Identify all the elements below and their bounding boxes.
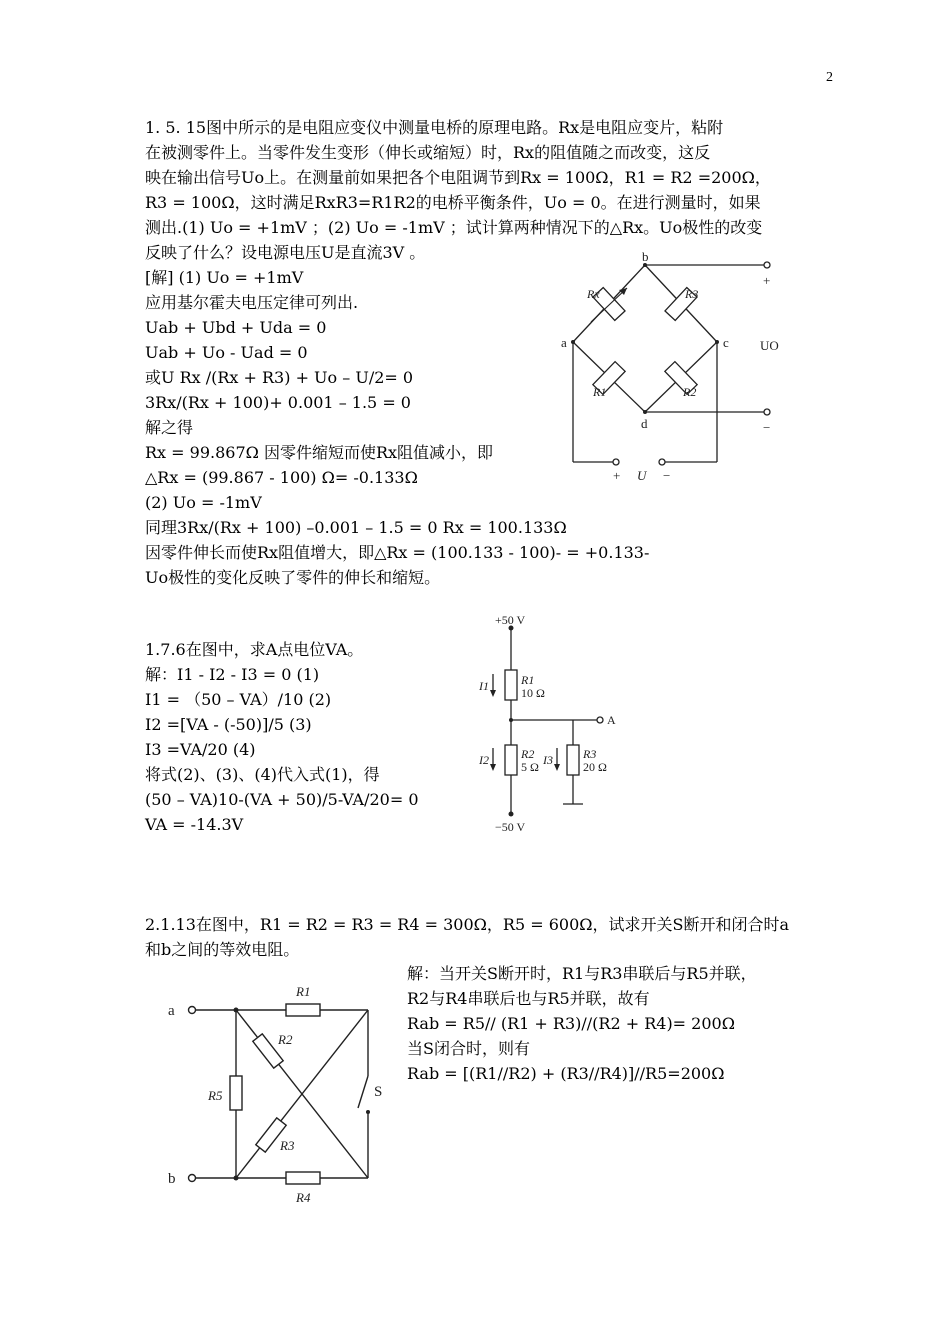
solution-line: 应用基尔霍夫电压定律可列出. [145, 293, 359, 312]
solution-line: VA = -14.3V [145, 815, 244, 834]
resistor-label-r2: R2 [683, 385, 697, 399]
output-minus: − [763, 420, 771, 435]
r1-label: R1 [296, 984, 311, 999]
solution-line: 当S闭合时，则有 [407, 1039, 530, 1058]
i1-label: I1 [479, 679, 489, 693]
text-line: 和b之间的等效电阻。 [145, 940, 300, 959]
text-line: 映在输出信号Uo上。在测量前如果把各个电阻调节到Rx = 100Ω，R1 = R2 =200Ω， [145, 168, 771, 187]
solution-line: 因零件伸长而使Rx阻值增大，即△Rx = (100.133 - 100)- = +0.133- [145, 543, 650, 562]
solution-line: 解：当开关S断开时，R1与R3串联后与R5并联， [407, 964, 757, 983]
r4-label: R4 [296, 1190, 311, 1205]
page-number: 2 [826, 70, 833, 85]
r3-label: R3 [280, 1138, 295, 1153]
resistor-label-rx: Rx [587, 287, 600, 301]
bridge-circuit-figure [545, 250, 790, 485]
r1-value: 10 Ω [521, 686, 545, 700]
bottom-voltage-label: −50 V [495, 820, 526, 834]
switch-label: S [374, 1084, 383, 1100]
r1-label: R1 [521, 673, 535, 687]
source-label: U [637, 468, 647, 483]
node-label-c: c [723, 335, 729, 350]
output-label: UO [760, 338, 779, 353]
terminal-b-label: b [168, 1171, 176, 1187]
text-line: 1. 5. 15图中所示的是电阻应变仪中测量电桥的原理电路。Rx是电阻应变片，粘附 [145, 118, 724, 137]
equation-line: I1 = （50 – VA）/10 (2) [145, 690, 332, 709]
solution-line: △Rx = (99.867 - 100) Ω= -0.133Ω [145, 468, 418, 487]
text-line: 1.7.6在图中，求A点电位VA。 [145, 640, 364, 659]
node-a-label: A [607, 713, 616, 727]
node-label-a: a [561, 335, 567, 350]
resistor-label-r3: R3 [685, 287, 699, 301]
r3-value: 20 Ω [583, 760, 607, 774]
source-minus: − [663, 468, 671, 483]
equation-line: 或U Rx /(Rx + R3) + Uo – U/2= 0 [145, 368, 414, 387]
text-line: 在被测零件上。当零件发生变形（伸长或缩短）时，Rx的阻值随之而改变，这反 [145, 143, 711, 162]
equation-line: 3Rx/(Rx + 100)+ 0.001 – 1.5 = 0 [145, 393, 411, 412]
r2-label: R2 [521, 747, 535, 761]
i2-label: I2 [479, 753, 489, 767]
solution-line: R2与R4串联后也与R5并联，故有 [407, 989, 650, 1008]
equation-line: Uab + Ubd + Uda = 0 [145, 318, 327, 337]
node-label-b: b [642, 250, 649, 264]
text-line: 测出.(1) Uo = +1mV ；(2) Uo = -1mV ；试计算两种情况下的△Rx。Uo极性的改变 [145, 218, 763, 237]
resistor-network-figure [158, 978, 390, 1208]
potential-circuit-figure [475, 612, 625, 837]
r3-label: R3 [583, 747, 597, 761]
i3-label: I3 [543, 753, 553, 767]
r2-label: R2 [278, 1032, 293, 1047]
resistor-label-r1: R1 [593, 385, 607, 399]
solution-line: [解] (1) Uo = +1mV [145, 268, 304, 287]
solution-line: Rx = 99.867Ω 因零件缩短而使Rx阻值减小，即 [145, 443, 494, 462]
equation-line: I3 =VA/20 (4) [145, 740, 256, 759]
equation-line: Uab + Uo - Uad = 0 [145, 343, 308, 362]
solution-line: Uo极性的变化反映了零件的伸长和缩短。 [145, 568, 441, 587]
r5-label: R5 [208, 1088, 223, 1103]
terminal-a-label: a [168, 1003, 175, 1019]
source-plus: + [613, 468, 621, 483]
solution-line: 同理3Rx/(Rx + 100) –0.001 – 1.5 = 0 Rx = 100.133Ω [145, 518, 567, 537]
equation-line: 解：I1 - I2 - I3 = 0 (1) [145, 665, 320, 684]
equation-line: (50 – VA)10-(VA + 50)/5-VA/20= 0 [145, 790, 419, 809]
equation-line: I2 =[VA - (-50)]/5 (3) [145, 715, 312, 734]
solution-line: (2) Uo = -1mV [145, 493, 262, 512]
top-voltage-label: +50 V [495, 613, 526, 627]
text-line: 反映了什么？设电源电压U是直流3V 。 [145, 243, 426, 262]
node-label-d: d [641, 416, 648, 431]
text-line: R3 = 100Ω，这时满足RxR3=R1R2的电桥平衡条件，Uo = 0。在进行测量时，如果 [145, 193, 761, 212]
text-line: 2.1.13在图中，R1 = R2 = R3 = R4 = 300Ω，R5 = 600Ω，试求开关S断开和闭合时a [145, 915, 790, 934]
equation-line: Rab = [(R1//R2) + (R3//R4)]//R5=200Ω [407, 1064, 725, 1083]
output-plus: + [763, 273, 771, 288]
r2-value: 5 Ω [521, 760, 539, 774]
equation-line: Rab = R5// (R1 + R3)//(R2 + R4)= 200Ω [407, 1014, 735, 1033]
solution-line: 解之得 [145, 418, 194, 437]
solution-line: 将式(2)、(3)、(4)代入式(1)，得 [145, 765, 380, 784]
